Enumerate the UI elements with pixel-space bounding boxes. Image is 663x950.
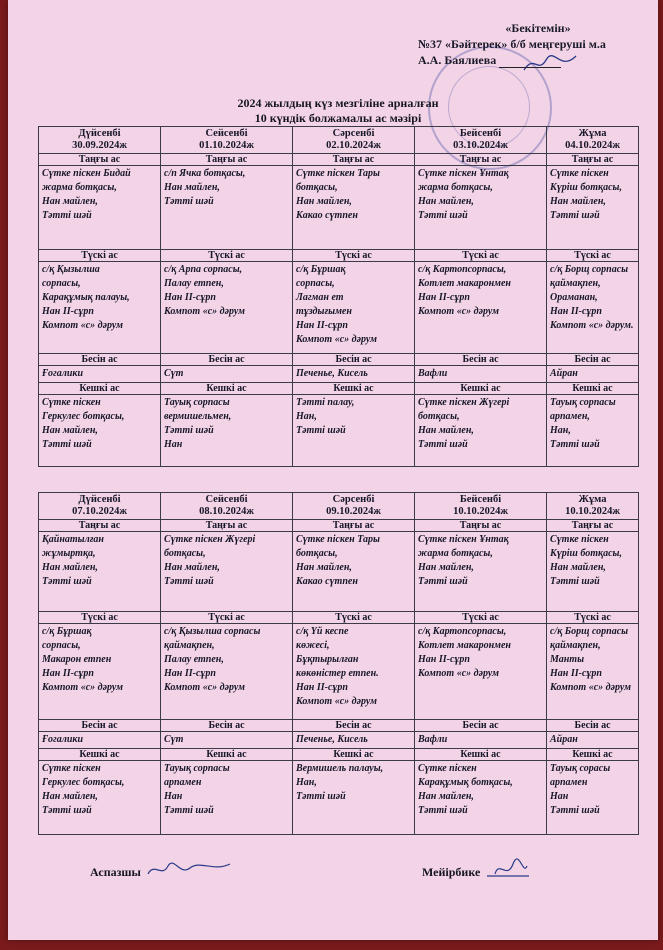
meal-label: Кешкі ас [161,749,293,761]
meal-label: Таңғы ас [293,154,415,166]
dish-cell: Сүтке піскен Жүгері ботқасы, Нан майлен, Тәтті шәй [161,532,293,612]
meal-label: Бесін ас [293,720,415,732]
dish-row [39,732,639,749]
meal-label: Түскі ас [415,250,547,262]
nurse-signature [483,858,533,880]
meal-label: Бесін ас [547,720,639,732]
dish-cell: Вермишель палауы, Нан, Тәтті шәй [293,761,415,835]
dish-row [39,395,639,467]
meal-label-row [39,520,639,532]
meal-label: Түскі ас [415,612,547,624]
dish-cell: с/қ Борщ сорпасы қаймақпен, Манты Нан ІІ-сұрп Компот «с» дәрум [547,624,639,720]
day-header: Сәрсенбі 02.10.2024ж [293,127,415,154]
dish-cell: Сүтке піскен Геркулес ботқасы, Нан майлен, Тәтті шәй [39,761,161,835]
meal-label: Түскі ас [293,250,415,262]
day-header: Дүйсенбі 07.10.2024ж [39,493,161,520]
meal-label-row [39,250,639,262]
meal-label: Кешкі ас [293,383,415,395]
dish-cell: Сүтке піскен Бидай жарма ботқасы, Нан майлен, Тәтті шәй [39,166,161,250]
meal-label: Түскі ас [547,250,639,262]
meal-label: Бесін ас [415,354,547,366]
dish-cell: Сүтке піскен Күріш ботқасы, Нан майлен, Тәтті шәй [547,532,639,612]
dish-cell: Сүт [161,366,293,383]
title-line-1: 2024 жылдың күз мезгіліне арналған [237,96,439,110]
week-1-table [38,126,639,467]
dish-row [39,761,639,835]
dish-cell: Айран [547,732,639,749]
meal-label: Таңғы ас [161,154,293,166]
day-header: Дүйсенбі 30.09.2024ж [39,127,161,154]
dish-cell: Тауық сорасы арпамен Нан Тәтті шәй [547,761,639,835]
dish-cell: Вафли [415,732,547,749]
week-2-table [38,492,639,835]
meal-label: Түскі ас [161,612,293,624]
cook-signature [144,858,234,880]
meal-label: Таңғы ас [39,154,161,166]
dish-row [39,166,639,250]
meal-label: Бесін ас [161,354,293,366]
dish-cell: Сүтке піскен Тары ботқасы, Нан майлен, Какао сүтпен [293,532,415,612]
day-header: Сейсенбі 01.10.2024ж [161,127,293,154]
dish-cell: Сүтке піскен Жүгері ботқасы, Нан майлен, Тәтті шәй [415,395,547,467]
day-header-row [39,127,639,154]
meal-label-row [39,154,639,166]
dish-cell: Сүтке піскен Күріш ботқасы, Нан майлен, Тәтті шәй [547,166,639,250]
cook-label: Аспазшы [90,865,141,879]
dish-cell: Тауық сорпасы вермишельмен, Тәтті шәй Нан [161,395,293,467]
approval-signature-line [499,67,561,68]
dish-cell: Сүтке піскен Тары ботқасы, Нан майлен, Какао сүтпен [293,166,415,250]
dish-row [39,532,639,612]
meal-label: Бесін ас [293,354,415,366]
title-line-2: 10 күндік болжамалы ас мәзірі [254,111,422,125]
meal-label: Түскі ас [547,612,639,624]
dish-cell: с/қ Бұршақ сорпасы, Лагман ет тұздығымен Нан ІІ-сұрп Компот «с» дәрум [293,262,415,354]
meal-label: Кешкі ас [293,749,415,761]
meal-label-row [39,720,639,732]
approval-block [418,20,658,68]
dish-cell: Сүтке піскен Ұнтақ жарма ботқасы, Нан майлен, Тәтті шәй [415,532,547,612]
day-header-row [39,493,639,520]
dish-cell: Сүтке піскен Карақұмық ботқасы, Нан майлен, Тәтті шәй [415,761,547,835]
meal-label: Түскі ас [39,250,161,262]
cook-signature-block [90,858,234,880]
meal-label: Кешкі ас [547,749,639,761]
dish-cell: с/п Ячка ботқасы, Нан майлен, Тәтті шәй [161,166,293,250]
dish-cell: Айран [547,366,639,383]
menu-sheet [8,0,658,940]
dish-cell: Тауық сорпасы арпамен, Нан, Тәтті шәй [547,395,639,467]
dish-cell: с/қ Қызылша сорпасы қаймақпен, Палау етпен, Нан ІІ-сұрп Компот «с» дәрум [161,624,293,720]
meal-label: Таңғы ас [39,520,161,532]
meal-label: Таңғы ас [415,520,547,532]
meal-label-row [39,354,639,366]
meal-label: Кешкі ас [161,383,293,395]
day-header: Бейсенбі 03.10.2024ж [415,127,547,154]
dish-cell: с/қ Картопсорпасы, Котлет макаронмен Нан ІІ-сұрп Компот «с» дәрум [415,624,547,720]
meal-label: Таңғы ас [547,154,639,166]
nurse-signature-block [422,858,533,880]
approval-name-line [418,52,658,68]
dish-cell: Тауық сорпасы арпамен Нан Тәтті шәй [161,761,293,835]
dish-cell: Қайнатылған жұмыртқа, Нан майлен, Тәтті шәй [39,532,161,612]
dish-row [39,624,639,720]
meal-label-row [39,612,639,624]
dish-cell: с/қ Бұршақ сорпасы, Макарон етпен Нан ІІ-сұрп Компот «с» дәрум [39,624,161,720]
menu-title [188,96,488,126]
nurse-label: Мейірбике [422,865,481,879]
meal-label: Түскі ас [161,250,293,262]
dish-cell: с/қ Үй кеспе көжесі, Бұқтырылған көкөністер етпен. Нан ІІ-сұрп Компот «с» дәрум [293,624,415,720]
dish-cell: с/қ Қызылша сорпасы, Карақұмық палауы, Нан ІІ-сұрп Компот «с» дәрум [39,262,161,354]
dish-cell: с/қ Арпа сорпасы, Палау етпен, Нан ІІ-сұрп Компот «с» дәрум [161,262,293,354]
dish-cell: Ғогалики [39,732,161,749]
dish-cell: Сүтке піскен Ұнтақ жарма ботқасы, Нан майлен, Тәтті шәй [415,166,547,250]
dish-row [39,262,639,354]
meal-label: Таңғы ас [161,520,293,532]
day-header: Сейсенбі 08.10.2024ж [161,493,293,520]
meal-label: Түскі ас [293,612,415,624]
dish-cell: Печенье, Кисель [293,366,415,383]
meal-label: Таңғы ас [415,154,547,166]
day-header: Бейсенбі 10.10.2024ж [415,493,547,520]
meal-label: Бесін ас [39,354,161,366]
meal-label: Бесін ас [161,720,293,732]
meal-label-row [39,383,639,395]
approval-title: «Бекітемін» [505,21,571,35]
dish-cell: с/қ Борщ сорпасы қаймақпен, Ораманан, Нан ІІ-сұрп Компот «с» дәрум. [547,262,639,354]
meal-label: Бесін ас [415,720,547,732]
day-header: Сәрсенбі 09.10.2024ж [293,493,415,520]
meal-label: Түскі ас [39,612,161,624]
dish-cell: Сүтке піскен Геркулес ботқасы, Нан майлен, Тәтті шәй [39,395,161,467]
meal-label: Кешкі ас [547,383,639,395]
dish-cell: Сүт [161,732,293,749]
meal-label: Таңғы ас [547,520,639,532]
dish-cell: Печенье, Кисель [293,732,415,749]
dish-cell: с/қ Картопсорпасы, Котлет макаронмен Нан ІІ-сұрп Компот «с» дәрум [415,262,547,354]
approval-position: №37 «Бәйтерек» б/б меңгеруші м.а [418,37,606,51]
day-header: Жұма 10.10.2024ж [547,493,639,520]
dish-cell: Ғогалики [39,366,161,383]
dish-cell: Тәтті палау, Нан, Тәтті шәй [293,395,415,467]
meal-label: Кешкі ас [39,749,161,761]
meal-label: Кешкі ас [415,749,547,761]
approval-name: А.А. Баялиева [418,53,497,67]
meal-label: Бесін ас [39,720,161,732]
meal-label: Таңғы ас [293,520,415,532]
dish-row [39,366,639,383]
meal-label: Бесін ас [547,354,639,366]
meal-label: Кешкі ас [39,383,161,395]
dish-cell: Вафли [415,366,547,383]
meal-label-row [39,749,639,761]
day-header: Жұма 04.10.2024ж [547,127,639,154]
meal-label: Кешкі ас [415,383,547,395]
